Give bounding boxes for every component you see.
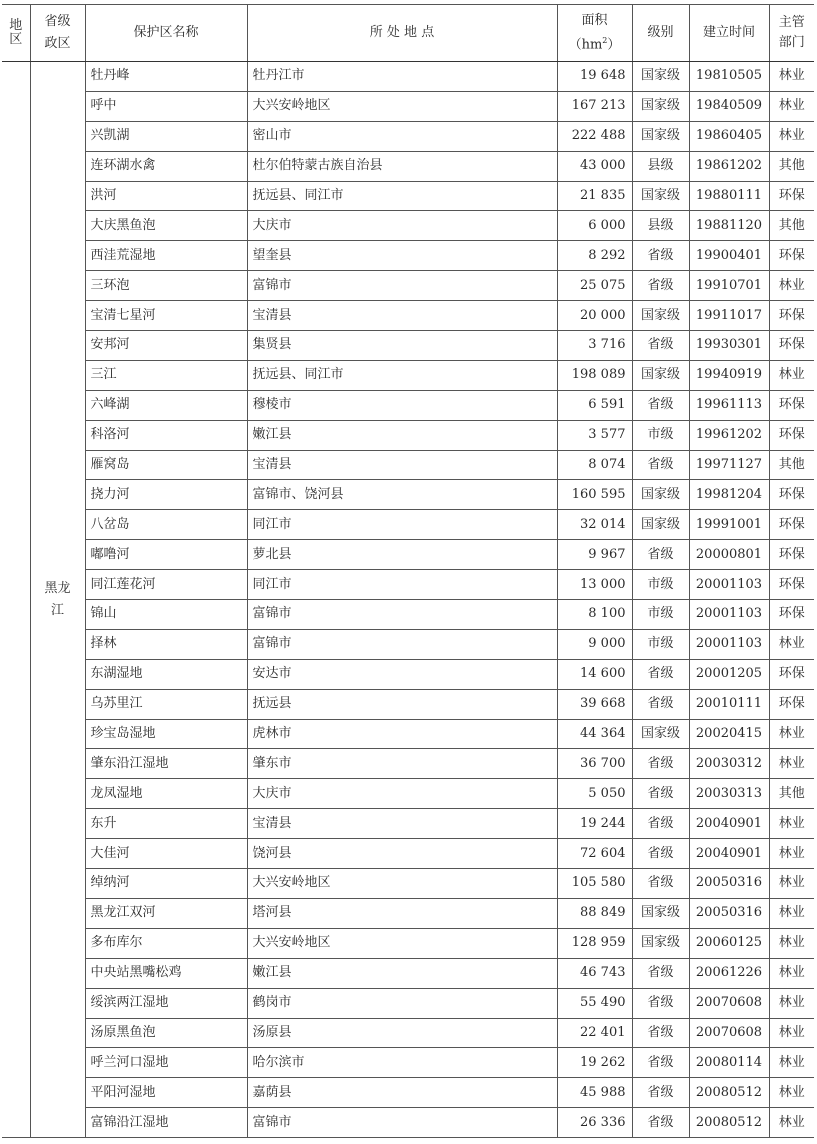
level-cell: 省级: [632, 659, 689, 689]
area-cell: 198 089: [557, 360, 632, 390]
area-cell: 13 000: [557, 570, 632, 600]
region-cell: [2, 62, 30, 1138]
dept-cell: 环保: [769, 241, 814, 271]
date-cell: 19910701: [689, 271, 769, 301]
dept-cell: 林业: [769, 809, 814, 839]
reserve-name-cell: 西洼荒湿地: [85, 241, 247, 271]
location-cell: 大兴安岭地区: [247, 91, 557, 121]
header-region-line2: 区: [9, 32, 23, 47]
reserve-name-cell: 雁窝岛: [85, 450, 247, 480]
date-cell: 19940919: [689, 360, 769, 390]
area-cell: 3 716: [557, 331, 632, 361]
dept-cell: 林业: [769, 988, 814, 1018]
table-row: [2, 689, 814, 719]
table-row: [2, 958, 814, 988]
date-cell: 20020415: [689, 719, 769, 749]
level-cell: 省级: [632, 1048, 689, 1078]
reserve-name-cell: 锦山: [85, 600, 247, 630]
location-cell: 同江市: [247, 510, 557, 540]
date-cell: 20030312: [689, 749, 769, 779]
dept-cell: 其他: [769, 151, 814, 181]
level-cell: 市级: [632, 629, 689, 659]
dept-cell: 林业: [769, 749, 814, 779]
area-cell: 8 292: [557, 241, 632, 271]
date-cell: 20030313: [689, 779, 769, 809]
level-cell: 国家级: [632, 360, 689, 390]
location-cell: 抚远县、同江市: [247, 181, 557, 211]
header-name: 保护区名称: [85, 5, 247, 62]
location-cell: 抚远县: [247, 689, 557, 719]
level-cell: 省级: [632, 958, 689, 988]
area-cell: 9 967: [557, 540, 632, 570]
table-header: [2, 5, 814, 62]
reserve-name-cell: 汤原黑鱼泡: [85, 1018, 247, 1048]
location-cell: 萝北县: [247, 540, 557, 570]
dept-cell: 林业: [769, 1078, 814, 1108]
area-cell: 46 743: [557, 958, 632, 988]
header-date: 建立时间: [689, 5, 769, 62]
header-province-line1: 省级: [44, 14, 71, 29]
level-cell: 省级: [632, 271, 689, 301]
area-cell: 88 849: [557, 898, 632, 928]
area-unit-sup: 2: [602, 35, 608, 45]
reserve-name-cell: 连环湖水禽: [85, 151, 247, 181]
dept-cell: 环保: [769, 420, 814, 450]
level-cell: 县级: [632, 211, 689, 241]
table-row: [2, 629, 814, 659]
reserve-name-cell: 呼中: [85, 91, 247, 121]
reserve-name-cell: 兴凯湖: [85, 121, 247, 151]
dept-cell: 林业: [769, 121, 814, 151]
date-cell: 19840509: [689, 91, 769, 121]
table-row: [2, 988, 814, 1018]
location-cell: 安达市: [247, 659, 557, 689]
location-cell: 嫩江县: [247, 420, 557, 450]
level-cell: 省级: [632, 1078, 689, 1108]
date-cell: 19880111: [689, 181, 769, 211]
date-cell: 19971127: [689, 450, 769, 480]
area-cell: 105 580: [557, 869, 632, 899]
area-cell: 19 262: [557, 1048, 632, 1078]
table-row: [2, 450, 814, 480]
date-cell: 19991001: [689, 510, 769, 540]
level-cell: 省级: [632, 1018, 689, 1048]
location-cell: 富锦市: [247, 629, 557, 659]
dept-cell: 环保: [769, 570, 814, 600]
location-cell: 穆棱市: [247, 390, 557, 420]
reserve-name-cell: 绥滨两江湿地: [85, 988, 247, 1018]
date-cell: 20010111: [689, 689, 769, 719]
area-cell: 19 648: [557, 62, 632, 92]
reserve-name-cell: 黑龙江双河: [85, 898, 247, 928]
date-cell: 20000801: [689, 540, 769, 570]
table-row: [2, 1108, 814, 1138]
level-cell: 市级: [632, 420, 689, 450]
level-cell: 省级: [632, 988, 689, 1018]
location-cell: 富锦市: [247, 600, 557, 630]
dept-cell: 其他: [769, 779, 814, 809]
dept-cell: 林业: [769, 958, 814, 988]
area-cell: 26 336: [557, 1108, 632, 1138]
dept-cell: 环保: [769, 301, 814, 331]
date-cell: 20070608: [689, 1018, 769, 1048]
area-cell: 14 600: [557, 659, 632, 689]
date-cell: 19881120: [689, 211, 769, 241]
dept-cell: 环保: [769, 689, 814, 719]
location-cell: 富锦市: [247, 1108, 557, 1138]
table-row: [2, 540, 814, 570]
level-cell: 省级: [632, 689, 689, 719]
dept-cell: 环保: [769, 540, 814, 570]
dept-cell: 环保: [769, 600, 814, 630]
reserve-name-cell: 东升: [85, 809, 247, 839]
reserve-name-cell: 东湖湿地: [85, 659, 247, 689]
date-cell: 20040901: [689, 839, 769, 869]
dept-cell: 林业: [769, 928, 814, 958]
level-cell: 县级: [632, 151, 689, 181]
location-cell: 嫩江县: [247, 958, 557, 988]
location-cell: 大兴安岭地区: [247, 869, 557, 899]
level-cell: 省级: [632, 1108, 689, 1138]
level-cell: 省级: [632, 450, 689, 480]
area-cell: 55 490: [557, 988, 632, 1018]
dept-cell: 其他: [769, 211, 814, 241]
table-row: [2, 809, 814, 839]
location-cell: 大庆市: [247, 779, 557, 809]
area-cell: 25 075: [557, 271, 632, 301]
date-cell: 19930301: [689, 331, 769, 361]
date-cell: 20061226: [689, 958, 769, 988]
table-row: [2, 121, 814, 151]
table-row: [2, 1048, 814, 1078]
date-cell: 19911017: [689, 301, 769, 331]
header-location: 所 处 地 点: [247, 5, 557, 62]
location-cell: 哈尔滨市: [247, 1048, 557, 1078]
level-cell: 国家级: [632, 480, 689, 510]
date-cell: 19900401: [689, 241, 769, 271]
reserve-name-cell: 科洛河: [85, 420, 247, 450]
reserve-name-cell: 肇东沿江湿地: [85, 749, 247, 779]
dept-cell: 林业: [769, 629, 814, 659]
reserve-name-cell: 八岔岛: [85, 510, 247, 540]
reserve-name-cell: 珍宝岛湿地: [85, 719, 247, 749]
dept-cell: 其他: [769, 450, 814, 480]
level-cell: 国家级: [632, 898, 689, 928]
level-cell: 国家级: [632, 301, 689, 331]
location-cell: 同江市: [247, 570, 557, 600]
province-cell: [30, 62, 85, 1138]
reserve-table: [2, 4, 814, 1138]
level-cell: 省级: [632, 869, 689, 899]
date-cell: 19961113: [689, 390, 769, 420]
date-cell: 20080512: [689, 1108, 769, 1138]
table-row: [2, 510, 814, 540]
area-cell: 43 000: [557, 151, 632, 181]
header-area-label: 面积: [581, 12, 608, 28]
reserve-name-cell: 龙凤湿地: [85, 779, 247, 809]
date-cell: 20080512: [689, 1078, 769, 1108]
table-row: [2, 1018, 814, 1048]
date-cell: 20001103: [689, 600, 769, 630]
date-cell: 20040901: [689, 809, 769, 839]
location-cell: 宝清县: [247, 301, 557, 331]
reserve-name-cell: 平阳河湿地: [85, 1078, 247, 1108]
level-cell: 省级: [632, 749, 689, 779]
header-province: [30, 5, 85, 62]
reserve-name-cell: 大庆黑鱼泡: [85, 211, 247, 241]
level-cell: 市级: [632, 570, 689, 600]
dept-cell: 林业: [769, 62, 814, 92]
area-cell: 8 100: [557, 600, 632, 630]
location-cell: 抚远县、同江市: [247, 360, 557, 390]
reserve-name-cell: 多布库尔: [85, 928, 247, 958]
level-cell: 省级: [632, 839, 689, 869]
dept-cell: 林业: [769, 839, 814, 869]
dept-cell: 环保: [769, 510, 814, 540]
header-region-line1: 地: [9, 18, 23, 33]
date-cell: 20070608: [689, 988, 769, 1018]
location-cell: 大兴安岭地区: [247, 928, 557, 958]
table-row: [2, 390, 814, 420]
table-row: [2, 749, 814, 779]
table-row: [2, 360, 814, 390]
dept-cell: 林业: [769, 719, 814, 749]
table-row: [2, 151, 814, 181]
location-cell: 富锦市: [247, 271, 557, 301]
table-row: [2, 420, 814, 450]
dept-cell: 环保: [769, 480, 814, 510]
table-row: [2, 301, 814, 331]
table-row: [2, 719, 814, 749]
location-cell: 富锦市、饶河县: [247, 480, 557, 510]
dept-cell: 林业: [769, 1018, 814, 1048]
area-cell: 32 014: [557, 510, 632, 540]
dept-cell: 林业: [769, 898, 814, 928]
level-cell: 国家级: [632, 181, 689, 211]
header-province-line2: 政区: [44, 36, 71, 51]
location-cell: 宝清县: [247, 809, 557, 839]
dept-cell: 林业: [769, 271, 814, 301]
location-cell: 嘉荫县: [247, 1078, 557, 1108]
table-row: [2, 241, 814, 271]
level-cell: 省级: [632, 779, 689, 809]
area-cell: 3 577: [557, 420, 632, 450]
table-row: [2, 869, 814, 899]
table-row: [2, 1078, 814, 1108]
date-cell: 19861202: [689, 151, 769, 181]
area-cell: 20 000: [557, 301, 632, 331]
level-cell: 国家级: [632, 510, 689, 540]
table-row: [2, 779, 814, 809]
table-row: [2, 62, 814, 92]
table-row: [2, 331, 814, 361]
reserve-name-cell: 牡丹峰: [85, 62, 247, 92]
area-cell: 128 959: [557, 928, 632, 958]
area-cell: 44 364: [557, 719, 632, 749]
location-cell: 鹤岗市: [247, 988, 557, 1018]
area-cell: 5 050: [557, 779, 632, 809]
reserve-name-cell: 宝清七星河: [85, 301, 247, 331]
location-cell: 牡丹江市: [247, 62, 557, 92]
reserve-name-cell: 六峰湖: [85, 390, 247, 420]
table-row: [2, 91, 814, 121]
header-level: 级别: [632, 5, 689, 62]
date-cell: 19961202: [689, 420, 769, 450]
reserve-name-cell: 择林: [85, 629, 247, 659]
level-cell: 国家级: [632, 719, 689, 749]
table-row: [2, 600, 814, 630]
area-cell: 6 000: [557, 211, 632, 241]
dept-cell: 环保: [769, 181, 814, 211]
reserve-name-cell: 洪河: [85, 181, 247, 211]
date-cell: 20050316: [689, 898, 769, 928]
table-row: [2, 928, 814, 958]
level-cell: 省级: [632, 241, 689, 271]
location-cell: 汤原县: [247, 1018, 557, 1048]
level-cell: 国家级: [632, 928, 689, 958]
reserve-name-cell: 大佳河: [85, 839, 247, 869]
dept-cell: 林业: [769, 1048, 814, 1078]
date-cell: 19860405: [689, 121, 769, 151]
location-cell: 杜尔伯特蒙古族自治县: [247, 151, 557, 181]
date-cell: 19981204: [689, 480, 769, 510]
table-row: [2, 181, 814, 211]
location-cell: 大庆市: [247, 211, 557, 241]
dept-cell: 林业: [769, 869, 814, 899]
reserve-name-cell: 嘟噜河: [85, 540, 247, 570]
province-line: 黑龙: [44, 580, 71, 596]
header-area: [557, 5, 632, 62]
area-cell: 19 244: [557, 809, 632, 839]
area-cell: 39 668: [557, 689, 632, 719]
location-cell: 集贤县: [247, 331, 557, 361]
table-row: [2, 271, 814, 301]
header-dept-line2: 部门: [778, 35, 805, 50]
date-cell: 20060125: [689, 928, 769, 958]
reserve-name-cell: 富锦沿江湿地: [85, 1108, 247, 1138]
level-cell: 省级: [632, 809, 689, 839]
date-cell: 20001205: [689, 659, 769, 689]
header-dept: [769, 5, 814, 62]
location-cell: 虎林市: [247, 719, 557, 749]
location-cell: 塔河县: [247, 898, 557, 928]
province-line: 江: [50, 602, 64, 618]
dept-cell: 林业: [769, 360, 814, 390]
table-body: [2, 62, 814, 1138]
reserve-name-cell: 三环泡: [85, 271, 247, 301]
date-cell: 20080114: [689, 1048, 769, 1078]
area-unit-close: ）: [607, 37, 621, 53]
level-cell: 省级: [632, 540, 689, 570]
table-row: [2, 211, 814, 241]
table-row: [2, 570, 814, 600]
dept-cell: 林业: [769, 1108, 814, 1138]
area-cell: 160 595: [557, 480, 632, 510]
area-cell: 8 074: [557, 450, 632, 480]
level-cell: 国家级: [632, 121, 689, 151]
area-cell: 9 000: [557, 629, 632, 659]
table-row: [2, 898, 814, 928]
level-cell: 国家级: [632, 91, 689, 121]
header-area-unit: [558, 31, 632, 55]
area-cell: 167 213: [557, 91, 632, 121]
dept-cell: 林业: [769, 91, 814, 121]
area-cell: 222 488: [557, 121, 632, 151]
location-cell: 肇东市: [247, 749, 557, 779]
level-cell: 市级: [632, 600, 689, 630]
reserve-name-cell: 三江: [85, 360, 247, 390]
date-cell: 19810505: [689, 62, 769, 92]
area-cell: 6 591: [557, 390, 632, 420]
location-cell: 密山市: [247, 121, 557, 151]
level-cell: 国家级: [632, 62, 689, 92]
level-cell: 省级: [632, 390, 689, 420]
level-cell: 省级: [632, 331, 689, 361]
date-cell: 20001103: [689, 629, 769, 659]
dept-cell: 环保: [769, 331, 814, 361]
location-cell: 望奎县: [247, 241, 557, 271]
date-cell: 20001103: [689, 570, 769, 600]
header-dept-line1: 主管: [778, 15, 805, 30]
area-cell: 36 700: [557, 749, 632, 779]
reserve-name-cell: 绰纳河: [85, 869, 247, 899]
location-cell: 饶河县: [247, 839, 557, 869]
dept-cell: 环保: [769, 659, 814, 689]
date-cell: 20050316: [689, 869, 769, 899]
reserve-name-cell: 安邦河: [85, 331, 247, 361]
area-cell: 22 401: [557, 1018, 632, 1048]
area-cell: 21 835: [557, 181, 632, 211]
area-cell: 45 988: [557, 1078, 632, 1108]
reserve-name-cell: 中央站黑嘴松鸡: [85, 958, 247, 988]
area-unit-open: （hm: [568, 37, 603, 53]
header-region: [2, 5, 30, 62]
reserve-name-cell: 呼兰河口湿地: [85, 1048, 247, 1078]
table-row: [2, 839, 814, 869]
reserve-name-cell: 乌苏里江: [85, 689, 247, 719]
table-row: [2, 659, 814, 689]
dept-cell: 环保: [769, 390, 814, 420]
area-cell: 72 604: [557, 839, 632, 869]
header-row: [2, 5, 814, 62]
reserve-name-cell: 挠力河: [85, 480, 247, 510]
location-cell: 宝清县: [247, 450, 557, 480]
reserve-name-cell: 同江莲花河: [85, 570, 247, 600]
table-row: [2, 480, 814, 510]
